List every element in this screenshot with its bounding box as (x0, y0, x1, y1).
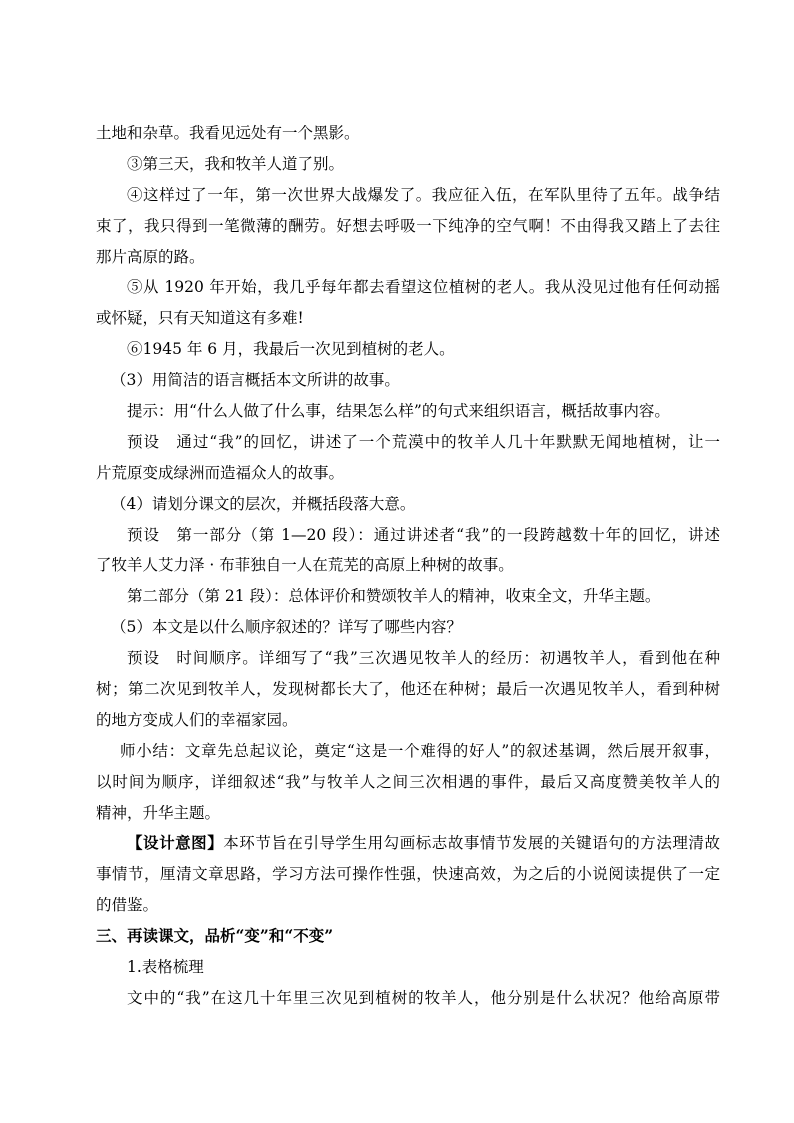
design-intent-line (96, 828, 720, 859)
paragraph-line: 提示：用“什么人做了什么事，结果怎么样”的句式来组织语言，概括故事内容。 (127, 402, 670, 421)
subsection-heading: 1.表格梳理 (127, 958, 204, 977)
paragraph-line: 精神，升华主题。 (96, 803, 221, 822)
paragraph-line: （3）用简洁的语言概括本文所讲的故事。 (111, 371, 400, 390)
paragraph-line: 预设 第一部分（第 1—20 段）：通过讲述者“我”的一段跨越数十年的回忆，讲述 (127, 525, 720, 544)
paragraph-line: 的地方变成人们的幸福家园。 (96, 710, 298, 729)
paragraph-line: 以时间为顺序，详细叙述“我”与牧羊人之间三次相遇的事件，最后又高度赞美牧羊人的 (96, 772, 720, 791)
paragraph-line: ⑥1945 年 6 月，我最后一次见到植树的老人。 (127, 340, 455, 359)
paragraph-line: 片荒原变成绿洲而造福众人的故事。 (96, 463, 345, 482)
paragraph-line: 树；第二次见到牧羊人，发现树都长大了，他还在种树；最后一次遇见牧羊人，看到种树 (96, 680, 720, 699)
paragraph-line: （5）本文是以什么顺序叙述的？详写了哪些内容？ (111, 618, 462, 637)
paragraph-line: 土地和杂草。我看见远处有一个黑影。 (96, 124, 360, 142)
paragraph-line: 的借鉴。 (96, 896, 159, 915)
paragraph-line: 那片高原的路。 (96, 247, 205, 266)
document-page (96, 118, 720, 1014)
paragraph-line: 束了，我只得到一笔微薄的酬劳。好想去呼吸一下纯净的空气啊！不由得我又踏上了去往 (96, 216, 720, 235)
paragraph-line: 预设 时间顺序。详细写了“我”三次遇见牧羊人的经历：初遇牧羊人，看到他在种 (127, 649, 720, 668)
paragraph-line: 或怀疑，只有天知道这有多难! (96, 309, 304, 328)
paragraph-line: 文中的“我”在这几十年里三次见到植树的牧羊人，他分别是什么状况？他给高原带 (127, 988, 720, 1007)
paragraph-line: ④这样过了一年，第一次世界大战爆发了。我应征入伍，在军队里待了五年。战争结 (127, 185, 720, 204)
paragraph-line: 预设 通过“我”的回忆，讲述了一个荒漠中的牧羊人几十年默默无闻地植树，让一 (127, 432, 720, 451)
paragraph-line: ⑤从 1920 年开始，我几乎每年都去看望这位植树的老人。我从没见过他有任何动摇 (127, 278, 720, 297)
paragraph-line: 第二部分（第 21 段）：总体评价和赞颂牧羊人的精神，收束全文，升华主题。 (127, 587, 661, 606)
paragraph-line: （4）请划分课文的层次，并概括段落大意。 (111, 494, 416, 513)
paragraph-line: 师小结：文章先总起议论，奠定“这是一个难得的好人”的叙述基调，然后展开叙事， (120, 741, 720, 760)
paragraph-line: ③第三天，我和牧羊人道了别。 (127, 154, 345, 173)
paragraph-line: 了牧羊人艾力泽 · 布菲独自一人在荒芜的高原上种树的故事。 (96, 556, 514, 575)
section-heading: 三、再读课文，品析“变”和“不变” (96, 926, 334, 946)
design-intent-label: 【设计意图】 (127, 833, 224, 853)
design-intent-text: 本环节旨在引导学生用勾画标志故事情节发展的关键语句的方法理清故 (223, 834, 720, 853)
paragraph-line: 事情节，厘清文章思路，学习方法可操作性强，快速高效，为之后的小说阅读提供了一定 (96, 865, 720, 884)
